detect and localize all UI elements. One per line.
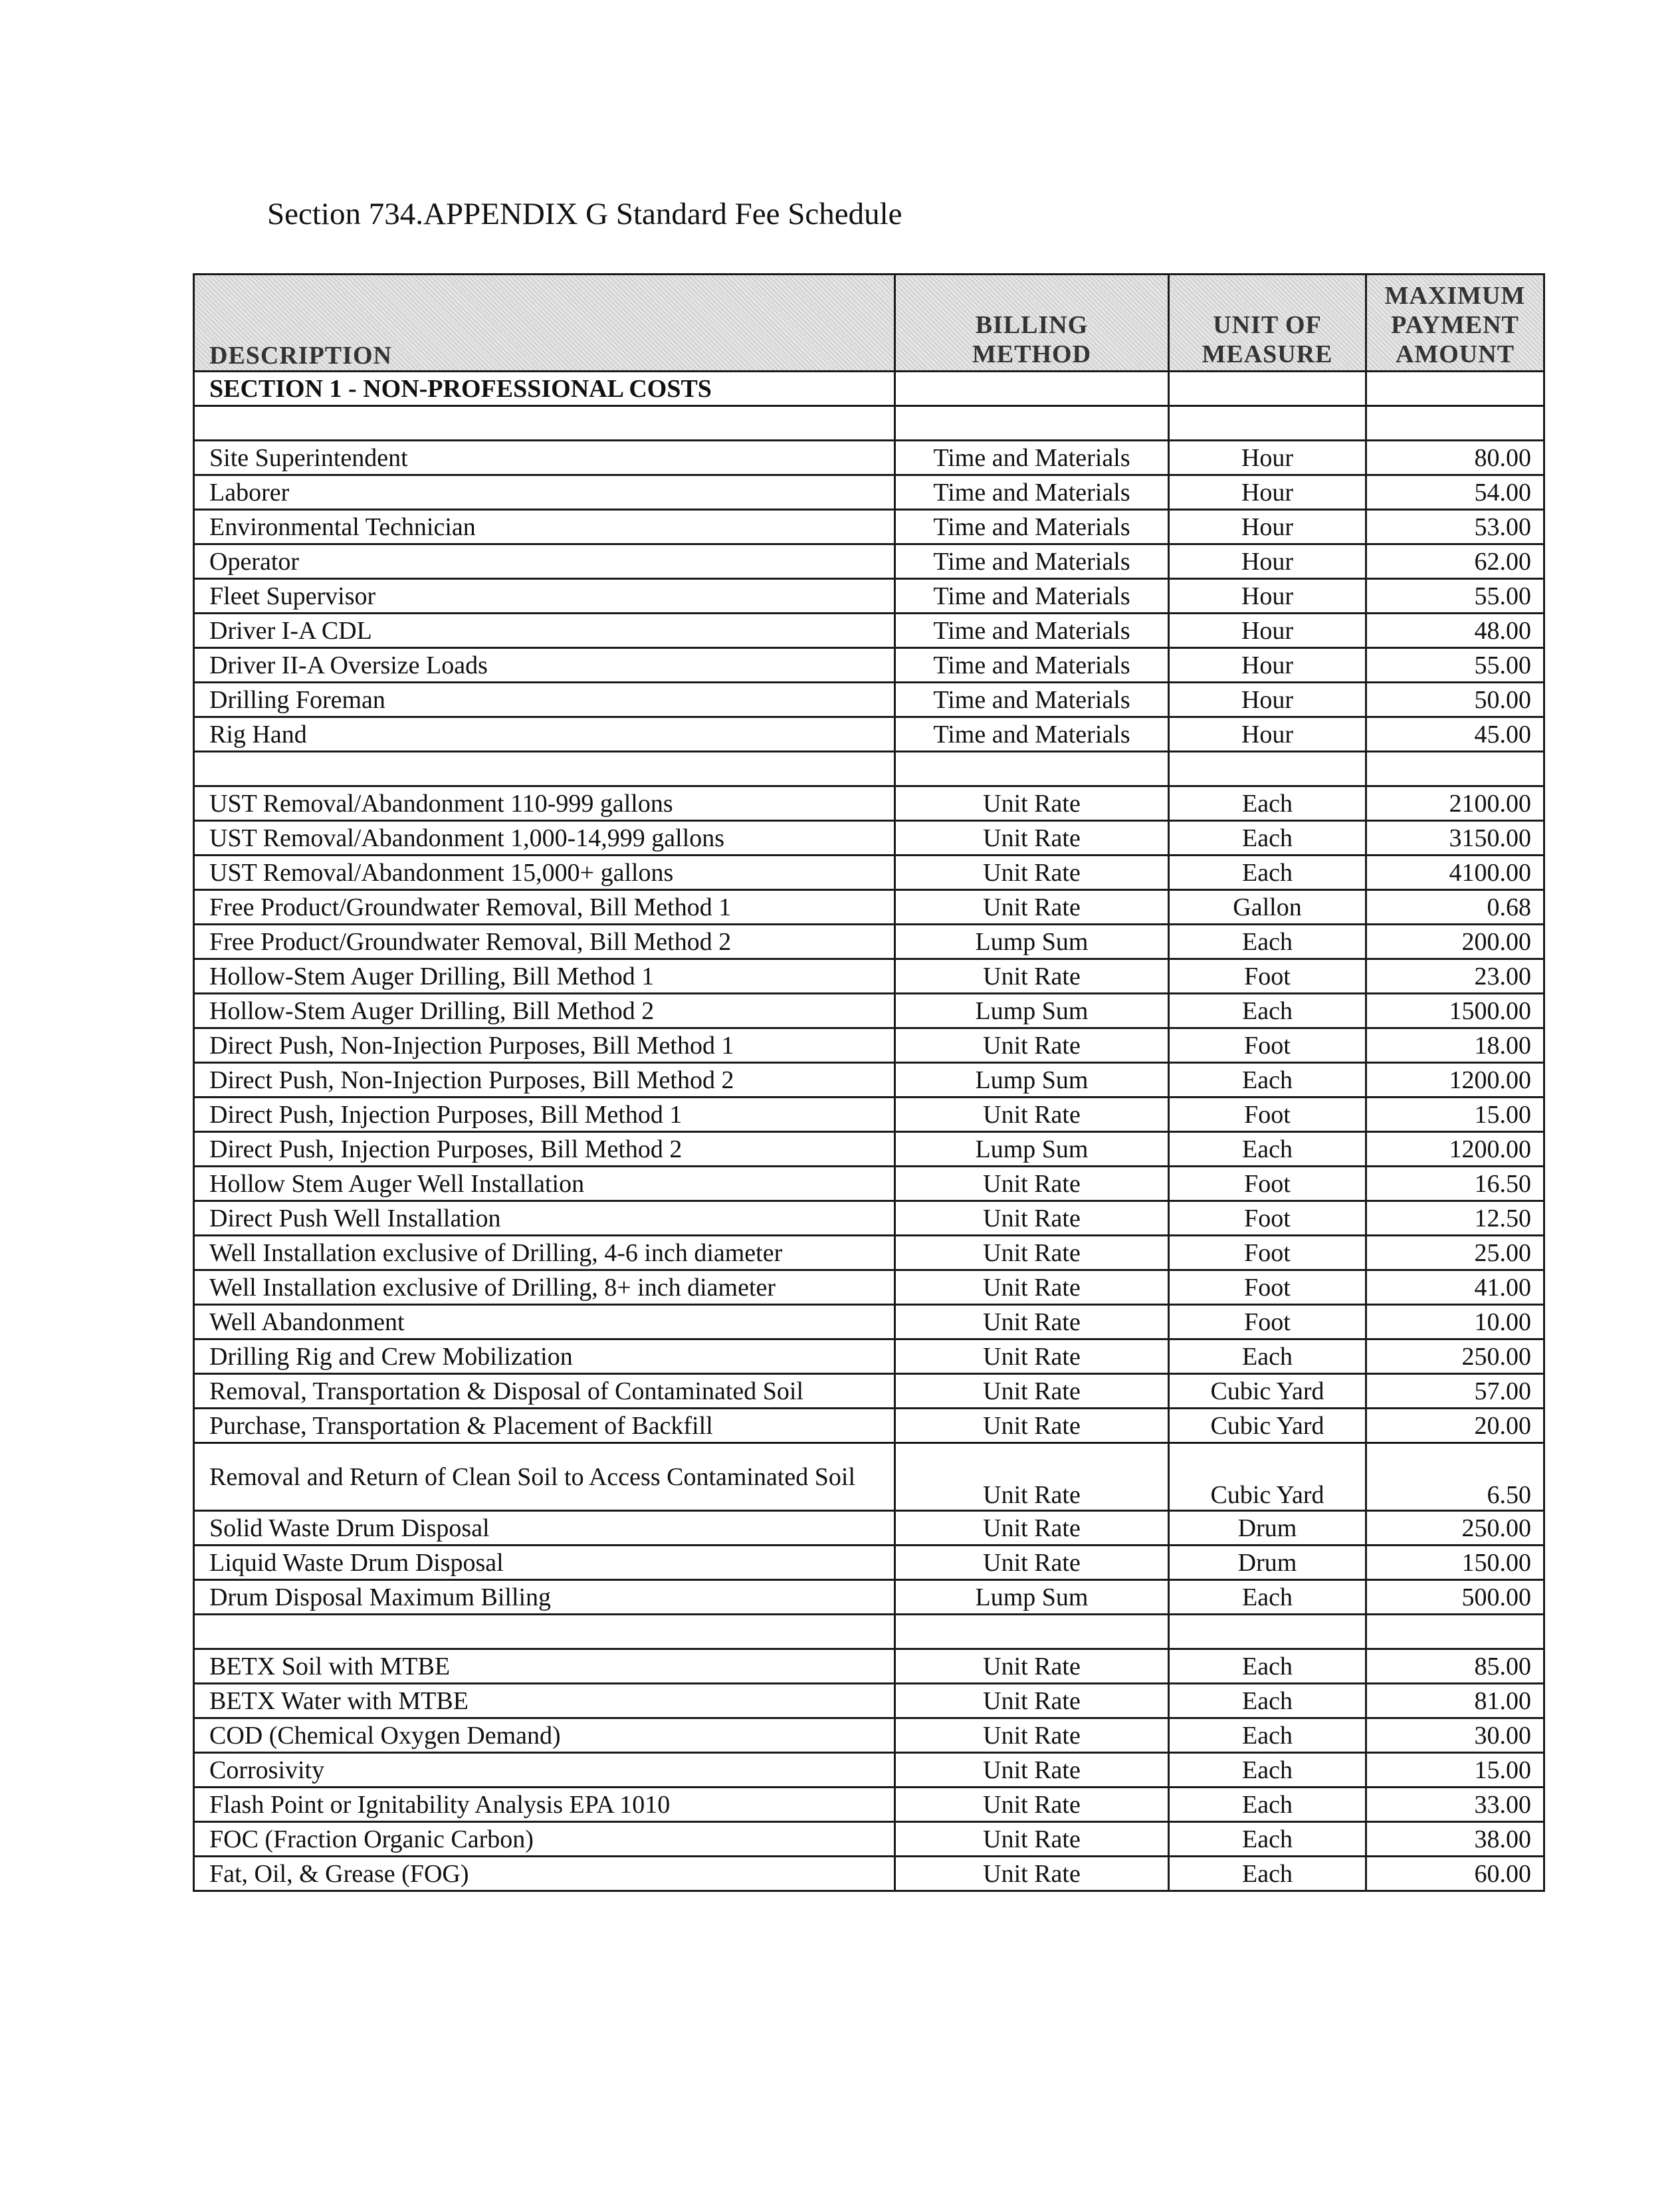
table-row (194, 614, 1544, 648)
table-row (194, 1787, 1544, 1822)
table-row (194, 510, 1544, 544)
blank-row (194, 752, 1544, 786)
table-row (194, 1511, 1544, 1546)
table-row (194, 648, 1544, 683)
cell-unit-of-measure: Hour (1169, 614, 1366, 648)
empty-cell (1169, 752, 1366, 786)
cell-max-payment: 1200.00 (1366, 1063, 1544, 1097)
cell-billing-method: Unit Rate (895, 1649, 1169, 1684)
cell-description: BETX Water with MTBE (194, 1684, 895, 1718)
cell-unit-of-measure: Foot (1169, 1097, 1366, 1132)
cell-description: Laborer (194, 475, 895, 510)
header-billing-line: BILLING (975, 311, 1089, 339)
cell-unit-of-measure: Foot (1169, 1270, 1366, 1305)
cell-billing-method: Lump Sum (895, 1063, 1169, 1097)
table-row (194, 925, 1544, 959)
cell-unit-of-measure: Each (1169, 925, 1366, 959)
cell-unit-of-measure: Foot (1169, 1236, 1366, 1270)
cell-description: Driver I-A CDL (194, 614, 895, 648)
header-billing-method (895, 275, 1169, 372)
cell-max-payment: 30.00 (1366, 1718, 1544, 1753)
table-row (194, 1097, 1544, 1132)
cell-max-payment: 57.00 (1366, 1374, 1544, 1409)
empty-cell (1169, 1615, 1366, 1649)
cell-unit-of-measure: Foot (1169, 1201, 1366, 1236)
cell-billing-method: Time and Materials (895, 544, 1169, 579)
cell-billing-method: Unit Rate (895, 1201, 1169, 1236)
cell-unit-of-measure: Each (1169, 1718, 1366, 1753)
cell-billing-method: Unit Rate (895, 1822, 1169, 1857)
header-amount-line: MAXIMUM (1384, 282, 1526, 310)
cell-unit-of-measure: Hour (1169, 683, 1366, 717)
cell-billing-method: Time and Materials (895, 579, 1169, 614)
cell-unit-of-measure: Each (1169, 1753, 1366, 1787)
table-row (194, 856, 1544, 890)
cell-description: Direct Push, Non-Injection Purposes, Bill Method 2 (194, 1063, 895, 1097)
cell-max-payment: 1500.00 (1366, 994, 1544, 1028)
cell-max-payment: 55.00 (1366, 648, 1544, 683)
cell-unit-of-measure: Hour (1169, 717, 1366, 752)
cell-unit-of-measure: Cubic Yard (1169, 1443, 1366, 1511)
cell-max-payment: 38.00 (1366, 1822, 1544, 1857)
cell-billing-method: Unit Rate (895, 1374, 1169, 1409)
table-row (194, 1236, 1544, 1270)
empty-cell (895, 406, 1169, 441)
cell-billing-method: Unit Rate (895, 856, 1169, 890)
table-row (194, 786, 1544, 821)
cell-billing-method: Unit Rate (895, 1511, 1169, 1546)
cell-unit-of-measure: Each (1169, 1132, 1366, 1167)
table-row (194, 959, 1544, 994)
cell-unit-of-measure: Each (1169, 1787, 1366, 1822)
cell-billing-method: Time and Materials (895, 717, 1169, 752)
cell-max-payment: 16.50 (1366, 1167, 1544, 1201)
cell-description: UST Removal/Abandonment 1,000-14,999 gallons (194, 821, 895, 856)
table-row (194, 1857, 1544, 1891)
cell-description: Free Product/Groundwater Removal, Bill Method 2 (194, 925, 895, 959)
cell-billing-method: Unit Rate (895, 959, 1169, 994)
cell-description: Fat, Oil, & Grease (FOG) (194, 1857, 895, 1891)
cell-max-payment: 80.00 (1366, 441, 1544, 475)
cell-description: Drilling Foreman (194, 683, 895, 717)
cell-unit-of-measure: Each (1169, 1580, 1366, 1615)
header-max-payment (1366, 275, 1544, 372)
empty-cell (1366, 406, 1544, 441)
table-row (194, 1580, 1544, 1615)
cell-description: Well Installation exclusive of Drilling, 8+ inch diameter (194, 1270, 895, 1305)
cell-max-payment: 2100.00 (1366, 786, 1544, 821)
cell-max-payment: 60.00 (1366, 1857, 1544, 1891)
table-row (194, 1201, 1544, 1236)
header-unit-line: UNIT OF (1213, 311, 1322, 339)
cell-description: Hollow Stem Auger Well Installation (194, 1167, 895, 1201)
table-row (194, 683, 1544, 717)
cell-description: Site Superintendent (194, 441, 895, 475)
cell-billing-method: Unit Rate (895, 1028, 1169, 1063)
cell-billing-method: Unit Rate (895, 821, 1169, 856)
blank-row (194, 406, 1544, 441)
cell-billing-method: Time and Materials (895, 441, 1169, 475)
cell-unit-of-measure: Drum (1169, 1511, 1366, 1546)
cell-unit-of-measure: Each (1169, 1063, 1366, 1097)
cell-description: Removal, Transportation & Disposal of Contaminated Soil (194, 1374, 895, 1409)
cell-max-payment: 48.00 (1366, 614, 1544, 648)
cell-billing-method: Time and Materials (895, 648, 1169, 683)
cell-billing-method: Unit Rate (895, 1857, 1169, 1891)
cell-max-payment: 4100.00 (1366, 856, 1544, 890)
cell-billing-method: Time and Materials (895, 683, 1169, 717)
table-row (194, 890, 1544, 925)
cell-unit-of-measure: Hour (1169, 441, 1366, 475)
cell-description: Direct Push Well Installation (194, 1201, 895, 1236)
cell-billing-method: Time and Materials (895, 475, 1169, 510)
table-row (194, 1063, 1544, 1097)
cell-max-payment: 20.00 (1366, 1409, 1544, 1443)
empty-cell (1169, 372, 1366, 406)
cell-description: Environmental Technician (194, 510, 895, 544)
cell-max-payment: 53.00 (1366, 510, 1544, 544)
cell-billing-method: Unit Rate (895, 1718, 1169, 1753)
empty-cell (895, 752, 1169, 786)
cell-billing-method: Unit Rate (895, 1684, 1169, 1718)
page-title: Section 734.APPENDIX G Standard Fee Schedule (267, 197, 902, 231)
cell-max-payment: 55.00 (1366, 579, 1544, 614)
cell-billing-method: Unit Rate (895, 1305, 1169, 1339)
cell-billing-method: Unit Rate (895, 1443, 1169, 1511)
cell-description: Removal and Return of Clean Soil to Access Contaminated Soil (194, 1443, 895, 1511)
cell-description: Direct Push, Injection Purposes, Bill Method 2 (194, 1132, 895, 1167)
empty-cell (1366, 372, 1544, 406)
cell-billing-method: Unit Rate (895, 1270, 1169, 1305)
cell-description: Direct Push, Non-Injection Purposes, Bill Method 1 (194, 1028, 895, 1063)
fee-schedule-table (193, 273, 1545, 1892)
cell-max-payment: 62.00 (1366, 544, 1544, 579)
cell-max-payment: 15.00 (1366, 1097, 1544, 1132)
table-row (194, 1546, 1544, 1580)
table-row (194, 1649, 1544, 1684)
cell-billing-method: Lump Sum (895, 1580, 1169, 1615)
cell-max-payment: 250.00 (1366, 1339, 1544, 1374)
section-header-row (194, 372, 1544, 406)
cell-unit-of-measure: Each (1169, 786, 1366, 821)
cell-description: Direct Push, Injection Purposes, Bill Method 1 (194, 1097, 895, 1132)
cell-unit-of-measure: Hour (1169, 544, 1366, 579)
cell-max-payment: 25.00 (1366, 1236, 1544, 1270)
cell-billing-method: Unit Rate (895, 1409, 1169, 1443)
cell-unit-of-measure: Drum (1169, 1546, 1366, 1580)
cell-billing-method: Time and Materials (895, 614, 1169, 648)
cell-billing-method: Unit Rate (895, 1167, 1169, 1201)
cell-max-payment: 54.00 (1366, 475, 1544, 510)
cell-max-payment: 23.00 (1366, 959, 1544, 994)
cell-unit-of-measure: Each (1169, 821, 1366, 856)
cell-unit-of-measure: Hour (1169, 510, 1366, 544)
cell-max-payment: 81.00 (1366, 1684, 1544, 1718)
table-row (194, 1028, 1544, 1063)
cell-billing-method: Lump Sum (895, 994, 1169, 1028)
empty-cell (895, 1615, 1169, 1649)
cell-billing-method: Unit Rate (895, 786, 1169, 821)
empty-cell (1366, 752, 1544, 786)
cell-description: Fleet Supervisor (194, 579, 895, 614)
header-unit-line: MEASURE (1202, 340, 1333, 368)
cell-unit-of-measure: Each (1169, 1822, 1366, 1857)
table-row (194, 441, 1544, 475)
cell-description: COD (Chemical Oxygen Demand) (194, 1718, 895, 1753)
cell-billing-method: Unit Rate (895, 1339, 1169, 1374)
cell-unit-of-measure: Foot (1169, 1305, 1366, 1339)
table-row (194, 994, 1544, 1028)
cell-description: Rig Hand (194, 717, 895, 752)
table-row (194, 544, 1544, 579)
cell-max-payment: 85.00 (1366, 1649, 1544, 1684)
blank-row (194, 1615, 1544, 1649)
cell-billing-method: Lump Sum (895, 925, 1169, 959)
cell-billing-method: Unit Rate (895, 1787, 1169, 1822)
cell-description: UST Removal/Abandonment 15,000+ gallons (194, 856, 895, 890)
cell-billing-method: Unit Rate (895, 1753, 1169, 1787)
cell-description: Hollow-Stem Auger Drilling, Bill Method 1 (194, 959, 895, 994)
cell-description: Purchase, Transportation & Placement of Backfill (194, 1409, 895, 1443)
table-row (194, 1132, 1544, 1167)
cell-max-payment: 15.00 (1366, 1753, 1544, 1787)
cell-unit-of-measure: Foot (1169, 1028, 1366, 1063)
cell-billing-method: Unit Rate (895, 890, 1169, 925)
table-row (194, 821, 1544, 856)
cell-description: Well Abandonment (194, 1305, 895, 1339)
cell-max-payment: 50.00 (1366, 683, 1544, 717)
cell-description: Operator (194, 544, 895, 579)
cell-max-payment: 3150.00 (1366, 821, 1544, 856)
cell-description: Well Installation exclusive of Drilling, 4-6 inch diameter (194, 1236, 895, 1270)
cell-max-payment: 200.00 (1366, 925, 1544, 959)
cell-unit-of-measure: Each (1169, 1649, 1366, 1684)
empty-cell (1169, 406, 1366, 441)
empty-cell (1366, 1615, 1544, 1649)
header-amount-line: AMOUNT (1395, 340, 1515, 368)
empty-cell (194, 1615, 895, 1649)
cell-unit-of-measure: Each (1169, 1857, 1366, 1891)
cell-description: Drilling Rig and Crew Mobilization (194, 1339, 895, 1374)
table-row (194, 1753, 1544, 1787)
cell-unit-of-measure: Cubic Yard (1169, 1409, 1366, 1443)
cell-unit-of-measure: Foot (1169, 959, 1366, 994)
table-row (194, 475, 1544, 510)
cell-description: Corrosivity (194, 1753, 895, 1787)
table-row (194, 1822, 1544, 1857)
cell-max-payment: 0.68 (1366, 890, 1544, 925)
table-header-row (194, 275, 1544, 372)
table-row (194, 1684, 1544, 1718)
cell-description: Hollow-Stem Auger Drilling, Bill Method 2 (194, 994, 895, 1028)
header-amount-line: PAYMENT (1391, 311, 1519, 339)
cell-max-payment: 150.00 (1366, 1546, 1544, 1580)
cell-billing-method: Unit Rate (895, 1236, 1169, 1270)
table-row (194, 717, 1544, 752)
cell-description: Flash Point or Ignitability Analysis EPA 1010 (194, 1787, 895, 1822)
cell-max-payment: 45.00 (1366, 717, 1544, 752)
table-body (194, 372, 1544, 1891)
cell-unit-of-measure: Foot (1169, 1167, 1366, 1201)
cell-max-payment: 250.00 (1366, 1511, 1544, 1546)
cell-description: FOC (Fraction Organic Carbon) (194, 1822, 895, 1857)
table-row (194, 1305, 1544, 1339)
table-row (194, 1270, 1544, 1305)
cell-description: Free Product/Groundwater Removal, Bill Method 1 (194, 890, 895, 925)
cell-unit-of-measure: Each (1169, 1339, 1366, 1374)
cell-description: Liquid Waste Drum Disposal (194, 1546, 895, 1580)
cell-unit-of-measure: Hour (1169, 579, 1366, 614)
empty-cell (194, 752, 895, 786)
table-row (194, 1409, 1544, 1443)
cell-max-payment: 41.00 (1366, 1270, 1544, 1305)
cell-unit-of-measure: Each (1169, 1684, 1366, 1718)
cell-billing-method: Unit Rate (895, 1546, 1169, 1580)
header-billing-line: METHOD (972, 340, 1092, 368)
table-row (194, 1167, 1544, 1201)
cell-max-payment: 33.00 (1366, 1787, 1544, 1822)
empty-cell (895, 372, 1169, 406)
cell-description: UST Removal/Abandonment 110-999 gallons (194, 786, 895, 821)
cell-description: BETX Soil with MTBE (194, 1649, 895, 1684)
cell-unit-of-measure: Each (1169, 856, 1366, 890)
cell-description: Drum Disposal Maximum Billing (194, 1580, 895, 1615)
cell-max-payment: 10.00 (1366, 1305, 1544, 1339)
table-row (194, 1339, 1544, 1374)
header-description: DESCRIPTION (194, 275, 895, 372)
cell-billing-method: Unit Rate (895, 1097, 1169, 1132)
cell-unit-of-measure: Each (1169, 994, 1366, 1028)
cell-max-payment: 500.00 (1366, 1580, 1544, 1615)
cell-max-payment: 18.00 (1366, 1028, 1544, 1063)
cell-unit-of-measure: Hour (1169, 475, 1366, 510)
header-unit-of-measure (1169, 275, 1366, 372)
cell-unit-of-measure: Cubic Yard (1169, 1374, 1366, 1409)
cell-unit-of-measure: Hour (1169, 648, 1366, 683)
cell-description: Solid Waste Drum Disposal (194, 1511, 895, 1546)
table-row (194, 1374, 1544, 1409)
cell-unit-of-measure: Gallon (1169, 890, 1366, 925)
cell-billing-method: Time and Materials (895, 510, 1169, 544)
table-row (194, 1718, 1544, 1753)
cell-max-payment: 12.50 (1366, 1201, 1544, 1236)
cell-billing-method: Lump Sum (895, 1132, 1169, 1167)
cell-max-payment: 6.50 (1366, 1443, 1544, 1511)
cell-description: Driver II-A Oversize Loads (194, 648, 895, 683)
table-row (194, 1443, 1544, 1511)
table-row (194, 579, 1544, 614)
empty-cell (194, 406, 895, 441)
section-title: SECTION 1 - NON-PROFESSIONAL COSTS (194, 372, 895, 406)
cell-max-payment: 1200.00 (1366, 1132, 1544, 1167)
